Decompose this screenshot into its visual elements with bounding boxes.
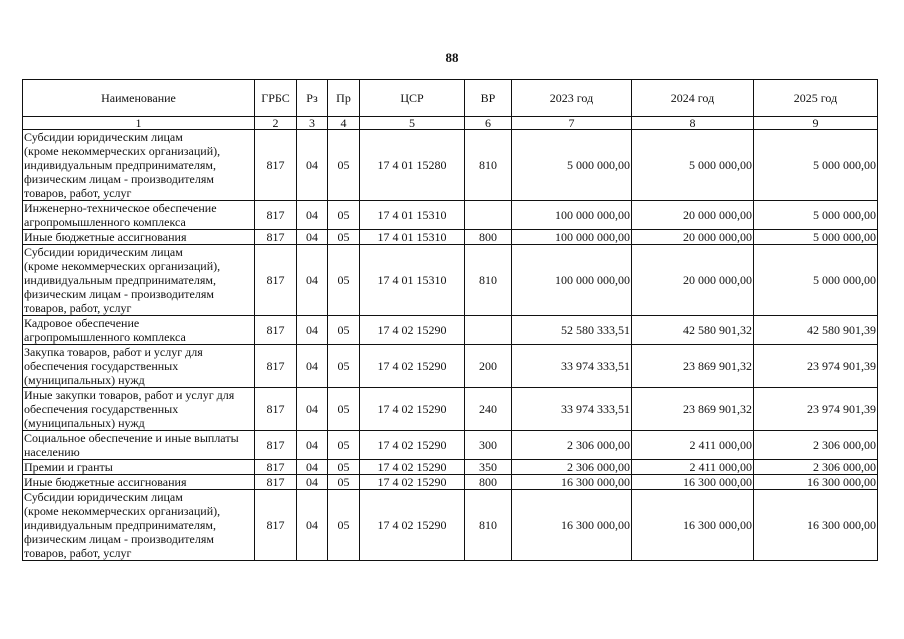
row-rz: 04 <box>297 431 328 460</box>
row-csr: 17 4 02 15290 <box>360 345 465 388</box>
row-vr: 300 <box>465 431 512 460</box>
header-pr: Пр <box>328 80 360 117</box>
row-2024: 2 411 000,00 <box>632 431 754 460</box>
table-row <box>23 316 878 345</box>
row-2023: 100 000 000,00 <box>512 230 632 245</box>
row-grbs: 817 <box>255 475 297 490</box>
row-2025: 5 000 000,00 <box>754 130 878 201</box>
row-2023: 100 000 000,00 <box>512 245 632 316</box>
row-2024: 2 411 000,00 <box>632 460 754 475</box>
column-index: 1 <box>23 117 255 130</box>
row-2024: 20 000 000,00 <box>632 201 754 230</box>
table-header-row <box>23 80 878 117</box>
row-name: Иные бюджетные ассигнования <box>23 230 255 245</box>
row-pr: 05 <box>328 316 360 345</box>
row-vr: 800 <box>465 475 512 490</box>
row-pr: 05 <box>328 201 360 230</box>
row-csr: 17 4 01 15280 <box>360 130 465 201</box>
row-rz: 04 <box>297 490 328 561</box>
row-2025: 23 974 901,39 <box>754 345 878 388</box>
row-vr <box>465 201 512 230</box>
row-name: Социальное обеспечение и иные выплаты населению <box>23 431 255 460</box>
row-name: Премии и гранты <box>23 460 255 475</box>
row-pr: 05 <box>328 460 360 475</box>
row-pr: 05 <box>328 475 360 490</box>
row-vr: 200 <box>465 345 512 388</box>
table-row <box>23 490 878 561</box>
row-2023: 33 974 333,51 <box>512 388 632 431</box>
row-grbs: 817 <box>255 201 297 230</box>
row-pr: 05 <box>328 245 360 316</box>
row-grbs: 817 <box>255 460 297 475</box>
table-row <box>23 245 878 316</box>
row-rz: 04 <box>297 460 328 475</box>
header-name: Наименование <box>23 80 255 117</box>
column-index: 5 <box>360 117 465 130</box>
row-2025: 42 580 901,39 <box>754 316 878 345</box>
row-2024: 20 000 000,00 <box>632 245 754 316</box>
row-2023: 5 000 000,00 <box>512 130 632 201</box>
row-csr: 17 4 02 15290 <box>360 388 465 431</box>
row-vr: 810 <box>465 245 512 316</box>
row-rz: 04 <box>297 201 328 230</box>
row-rz: 04 <box>297 345 328 388</box>
row-pr: 05 <box>328 345 360 388</box>
column-index: 3 <box>297 117 328 130</box>
row-rz: 04 <box>297 130 328 201</box>
row-name: Иные закупки товаров, работ и услуг для обеспечения государственных (муниципальных) нужд <box>23 388 255 431</box>
row-2023: 100 000 000,00 <box>512 201 632 230</box>
row-2024: 20 000 000,00 <box>632 230 754 245</box>
row-2023: 2 306 000,00 <box>512 431 632 460</box>
row-vr: 240 <box>465 388 512 431</box>
row-2025: 5 000 000,00 <box>754 201 878 230</box>
row-name: Субсидии юридическим лицам (кроме некоммерческих организаций), индивидуальным предпринимателям, физическим лицам - производителям товаров, работ, услуг <box>23 130 255 201</box>
column-index: 7 <box>512 117 632 130</box>
row-grbs: 817 <box>255 245 297 316</box>
column-index: 9 <box>754 117 878 130</box>
header-2024: 2024 год <box>632 80 754 117</box>
row-2024: 23 869 901,32 <box>632 345 754 388</box>
row-name: Кадровое обеспечение агропромышленного комплекса <box>23 316 255 345</box>
row-vr: 810 <box>465 490 512 561</box>
row-pr: 05 <box>328 230 360 245</box>
row-2025: 23 974 901,39 <box>754 388 878 431</box>
row-2023: 16 300 000,00 <box>512 490 632 561</box>
header-rz: Рз <box>297 80 328 117</box>
row-grbs: 817 <box>255 130 297 201</box>
table-row <box>23 388 878 431</box>
row-pr: 05 <box>328 431 360 460</box>
row-2024: 42 580 901,32 <box>632 316 754 345</box>
budget-table <box>22 79 878 561</box>
row-name: Иные бюджетные ассигнования <box>23 475 255 490</box>
row-pr: 05 <box>328 130 360 201</box>
table-row <box>23 475 878 490</box>
column-index-row <box>23 117 878 130</box>
row-vr: 350 <box>465 460 512 475</box>
row-2024: 23 869 901,32 <box>632 388 754 431</box>
row-name: Субсидии юридическим лицам (кроме некоммерческих организаций), индивидуальным предпринимателям, физическим лицам - производителям товаров, работ, услуг <box>23 245 255 316</box>
row-pr: 05 <box>328 388 360 431</box>
table-row <box>23 345 878 388</box>
row-grbs: 817 <box>255 490 297 561</box>
row-2024: 16 300 000,00 <box>632 490 754 561</box>
column-index: 2 <box>255 117 297 130</box>
table-row <box>23 201 878 230</box>
row-vr: 810 <box>465 130 512 201</box>
row-2025: 2 306 000,00 <box>754 431 878 460</box>
row-2023: 33 974 333,51 <box>512 345 632 388</box>
row-2025: 2 306 000,00 <box>754 460 878 475</box>
row-name: Закупка товаров, работ и услуг для обеспечения государственных (муниципальных) нужд <box>23 345 255 388</box>
row-2025: 16 300 000,00 <box>754 490 878 561</box>
header-vr: ВР <box>465 80 512 117</box>
row-csr: 17 4 01 15310 <box>360 201 465 230</box>
row-grbs: 817 <box>255 345 297 388</box>
row-2023: 52 580 333,51 <box>512 316 632 345</box>
row-2023: 16 300 000,00 <box>512 475 632 490</box>
row-csr: 17 4 02 15290 <box>360 431 465 460</box>
row-2023: 2 306 000,00 <box>512 460 632 475</box>
row-name: Субсидии юридическим лицам (кроме некоммерческих организаций), индивидуальным предпринимателям, физическим лицам - производителям товаров, работ, услуг <box>23 490 255 561</box>
header-2025: 2025 год <box>754 80 878 117</box>
row-grbs: 817 <box>255 388 297 431</box>
row-grbs: 817 <box>255 431 297 460</box>
column-index: 8 <box>632 117 754 130</box>
row-rz: 04 <box>297 230 328 245</box>
page-number: 88 <box>445 50 459 65</box>
row-pr: 05 <box>328 490 360 561</box>
table-row <box>23 230 878 245</box>
table-row <box>23 130 878 201</box>
row-2024: 5 000 000,00 <box>632 130 754 201</box>
row-2024: 16 300 000,00 <box>632 475 754 490</box>
header-2023: 2023 год <box>512 80 632 117</box>
row-rz: 04 <box>297 316 328 345</box>
row-name: Инженерно-техническое обеспечение агропромышленного комплекса <box>23 201 255 230</box>
row-csr: 17 4 02 15290 <box>360 490 465 561</box>
row-vr: 800 <box>465 230 512 245</box>
header-csr: ЦСР <box>360 80 465 117</box>
table-row <box>23 431 878 460</box>
row-csr: 17 4 02 15290 <box>360 460 465 475</box>
row-2025: 16 300 000,00 <box>754 475 878 490</box>
column-index: 6 <box>465 117 512 130</box>
table-row <box>23 460 878 475</box>
row-csr: 17 4 02 15290 <box>360 316 465 345</box>
row-2025: 5 000 000,00 <box>754 230 878 245</box>
row-2025: 5 000 000,00 <box>754 245 878 316</box>
row-grbs: 817 <box>255 230 297 245</box>
row-csr: 17 4 01 15310 <box>360 245 465 316</box>
row-grbs: 817 <box>255 316 297 345</box>
row-csr: 17 4 01 15310 <box>360 230 465 245</box>
header-grbs: ГРБС <box>255 80 297 117</box>
row-rz: 04 <box>297 245 328 316</box>
row-rz: 04 <box>297 388 328 431</box>
column-index: 4 <box>328 117 360 130</box>
row-rz: 04 <box>297 475 328 490</box>
row-vr <box>465 316 512 345</box>
row-csr: 17 4 02 15290 <box>360 475 465 490</box>
